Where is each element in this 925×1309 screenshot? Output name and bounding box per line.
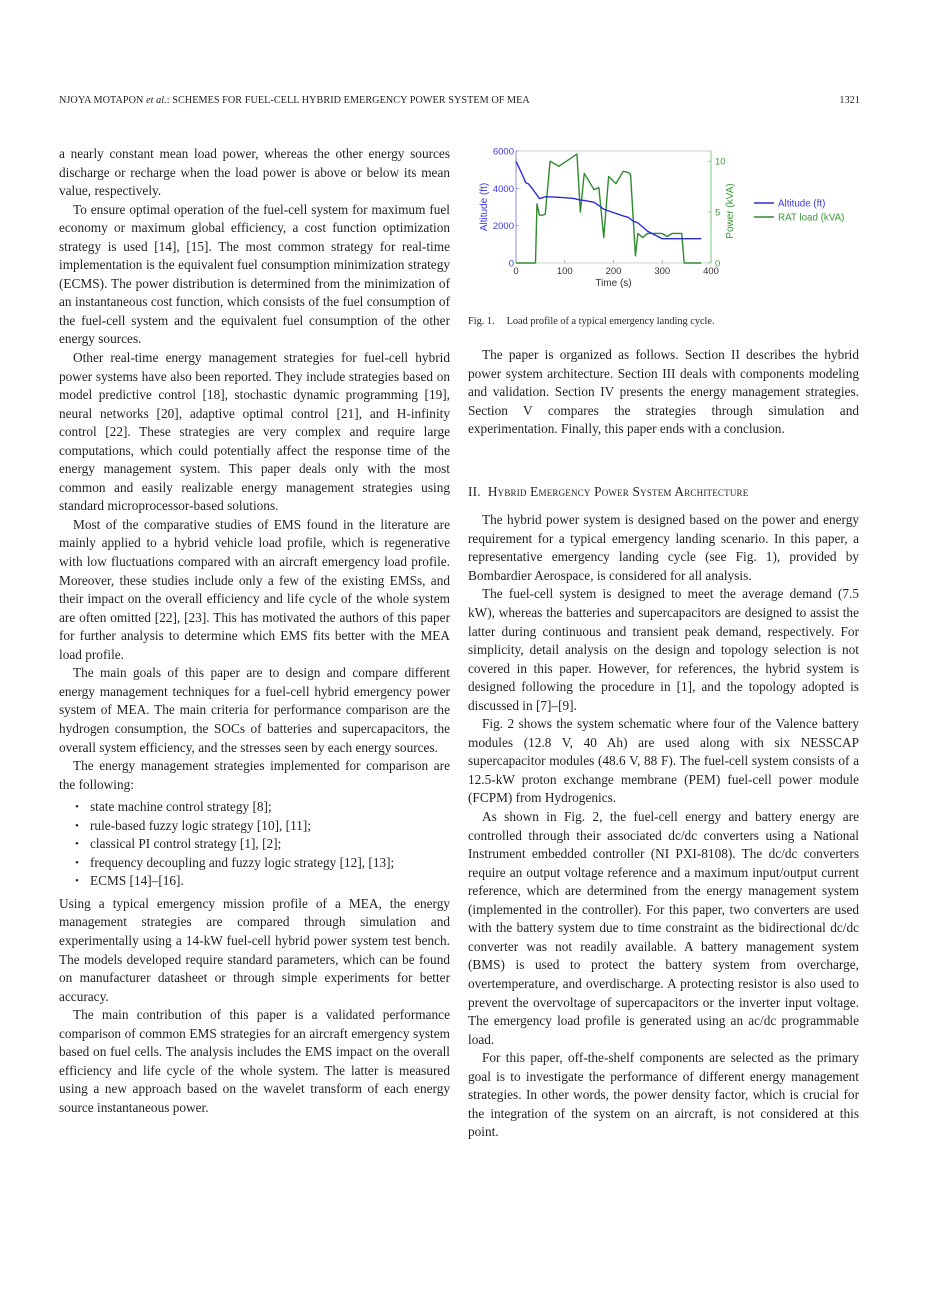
right-column bbox=[468, 145, 859, 1142]
figure-caption-text: Load profile of a typical emergency landing cycle. bbox=[506, 316, 715, 327]
paragraph: As shown in Fig. 2, the fuel-cell energy and battery energy are controlled through their associated dc/dc converters using a National Instrument embedded controller (NI PXI-8108). The dc/dc converters require an output voltage reference and a maximum input/output current reference, which are determined from the energy management system (implemented in the controller). For this paper, two converters are used with the battery system due to time constraint as the bidirectional dc/dc converter was not readily available. A battery management system (BMS) is used to protect the battery system from overcharge, overtemperature, and overdischarge. A protecting resistor is also used to prevent the overvoltage of supercapacitors or the inverter input voltage. The emergency load profile is generated using an ac/dc programmable load. bbox=[468, 809, 859, 1047]
x-tick-label: 400 bbox=[703, 266, 719, 277]
paragraph: Most of the comparative studies of EMS found in the literature are mainly applied to a hybrid vehicle load profile, which is regenerative with low fluctuations compared with an aircraft emergency load profile. Moreover, these studies include only a few of the existing EMSs, and their impact on the overall efficiency and life cycle of the whole system are often omitted [22], [23]. This has motivated the authors of this paper for further analysis to determine which EMS fits better with the MEA load profile. bbox=[59, 516, 450, 662]
strategy-list bbox=[59, 798, 450, 891]
y2-axis-label: Power (kVA) bbox=[725, 183, 736, 239]
section-title: Hybrid Emergency Power System Architecture bbox=[487, 483, 749, 499]
series-line-altitude bbox=[516, 161, 701, 238]
x-tick-label: 300 bbox=[654, 266, 671, 277]
figure-caption-label: Fig. 1. bbox=[468, 316, 495, 327]
list-item: • rule-based fuzzy logic strategy [10], [11]; bbox=[75, 817, 450, 836]
y2-tick-label: 5 bbox=[715, 207, 721, 219]
paragraph: The fuel-cell system is designed to meet the average demand (7.5 kW), whereas the batteries and supercapacitors are designed to assist the latter during continuous and transient peak demand, respectively. For simplicity, detail analysis on the design and topology selection is not covered in this paper. However, for references, the hybrid system is designed following the procedure in [1], and the topology adopted is discussed in [7]–[9]. bbox=[468, 586, 859, 713]
list-item: • frequency decoupling and fuzzy logic strategy [12], [13]; bbox=[75, 854, 450, 873]
left-column bbox=[59, 145, 450, 1117]
x-tick-label: 0 bbox=[513, 266, 519, 277]
running-head bbox=[59, 95, 860, 109]
series-line-rat-load bbox=[516, 154, 701, 263]
list-item: • state machine control strategy [8]; bbox=[75, 798, 450, 817]
paragraph: The main contribution of this paper is a validated performance comparison of common EMS strategies for an aircraft emergency system based on fuel cells. The analysis includes the EMS impact on the overall efficiency and life cycle of the whole system. The latter is measured using a new approach based on the wavelet transform of each energy source instantaneous power. bbox=[59, 1007, 450, 1115]
section-number: II. bbox=[468, 483, 481, 499]
paragraph: The paper is organized as follows. Section II describes the hybrid power system architecture. Section III deals with components modeling and validation. Section IV presents the energy management strategies. Section V compares the strategies through simulation and experimentation. Finally, this paper ends with a conclusion. bbox=[468, 347, 859, 437]
y-tick-label: 6000 bbox=[492, 146, 514, 158]
paragraph: Fig. 2 shows the system schematic where four of the Valence battery modules (12.8 V, 40 Ah) are used along with six NESSCAP supercapacitor modules (48.6 V, 88 F). The fuel-cell system consists of a 12.5-kW proton exchange membrane (PEM) fuel-cell power module (FCPM) from Hydrogenics. bbox=[468, 716, 859, 806]
figure-caption bbox=[468, 315, 859, 328]
page-number: 1321 bbox=[839, 95, 860, 106]
paragraph: The energy management strategies implemented for comparison are the following: bbox=[59, 758, 450, 792]
y-tick-label: 2000 bbox=[492, 221, 514, 233]
running-title-et-al: et al. bbox=[146, 95, 167, 106]
legend-label: RAT load (kVA) bbox=[778, 212, 845, 224]
paragraph: a nearly constant mean load power, whereas the other energy sources discharge or recharge when the load power is above or below its mean value, respectively. bbox=[59, 146, 450, 199]
y-axis-label: Altitude (ft) bbox=[479, 182, 490, 232]
running-title-text: : SCHEMES FOR FUEL-CELL HYBRID EMERGENCY POWER SYSTEM OF MEA bbox=[166, 95, 530, 106]
chart-series bbox=[516, 154, 701, 263]
paragraph: Using a typical emergency mission profile of a MEA, the energy management strategies are compared through simulation and experimentally using a 14-kW fuel-cell hybrid power system test bench. The models developed require standard parameters, which can be found on manufacturer datasheet or through simple experiments for better accuracy. bbox=[59, 895, 450, 1004]
running-title-authors: NJOYA MOTAPON bbox=[59, 95, 144, 106]
legend-label: Altitude (ft) bbox=[778, 198, 826, 210]
list-item: • ECMS [14]–[16]. bbox=[75, 872, 450, 891]
chart-legend bbox=[754, 199, 844, 224]
x-tick-label: 200 bbox=[605, 266, 622, 277]
y2-tick-label: 0 bbox=[715, 258, 721, 270]
load-profile-chart bbox=[468, 145, 868, 290]
x-axis-label: Time (s) bbox=[595, 278, 632, 289]
section-heading bbox=[468, 483, 859, 502]
paragraph: To ensure optimal operation of the fuel-cell system for maximum fuel economy or maximum global efficiency, a cost function optimization strategy is used [14], [15]. The most common strategy for real-time implementation is the equivalent fuel consumption minimization strategy (ECMS). The power distribution is determined from the minimization of an instantaneous cost function, which consists of the fuel consumption of the fuel-cell system and the equivalent fuel consumption of the other energy sources. bbox=[59, 201, 450, 347]
x-tick-label: 100 bbox=[556, 266, 573, 277]
list-item: • classical PI control strategy [1], [2]; bbox=[75, 835, 450, 854]
y-tick-label: 4000 bbox=[492, 183, 514, 195]
running-title bbox=[59, 95, 530, 106]
figure-1 bbox=[468, 145, 859, 305]
y2-tick-label: 10 bbox=[715, 156, 726, 168]
y-tick-label: 0 bbox=[508, 258, 514, 270]
paragraph: The main goals of this paper are to design and compare different energy management techniques for a fuel-cell hybrid emergency power system of MEA. The main criteria for performance comparison are the hydrogen consumption, the SOCs of batteries and supercapacitors, the overall system efficiency, and the stresses seen by each energy sources. bbox=[59, 665, 450, 755]
paragraph: For this paper, off-the-shelf components are selected as the primary goal is to investigate the performance of different energy management strategies. In other words, the power density factor, which is crucial for the integration of the system on an aircraft, is not considered at this point. bbox=[468, 1050, 859, 1140]
paragraph: The hybrid power system is designed based on the power and energy requirement for a typical emergency landing scenario. In this paper, a representative emergency landing cycle (see Fig. 1), provided by Bombardier Aerospace, is considered for all analysis. bbox=[468, 512, 859, 583]
paragraph: Other real-time energy management strategies for fuel-cell hybrid power systems have also been reported. They include strategies based on model predictive control [18], stochastic dynamic programming [19], neural networks [20], adaptive optimal control [21], and H-infinity control [22]. These strategies are very complex and require large computations, which could potentially affect the response time of the energy management system. This paper deals only with the most common and easily realizable energy management strategies using standard microprocessor-based solutions. bbox=[59, 350, 450, 514]
